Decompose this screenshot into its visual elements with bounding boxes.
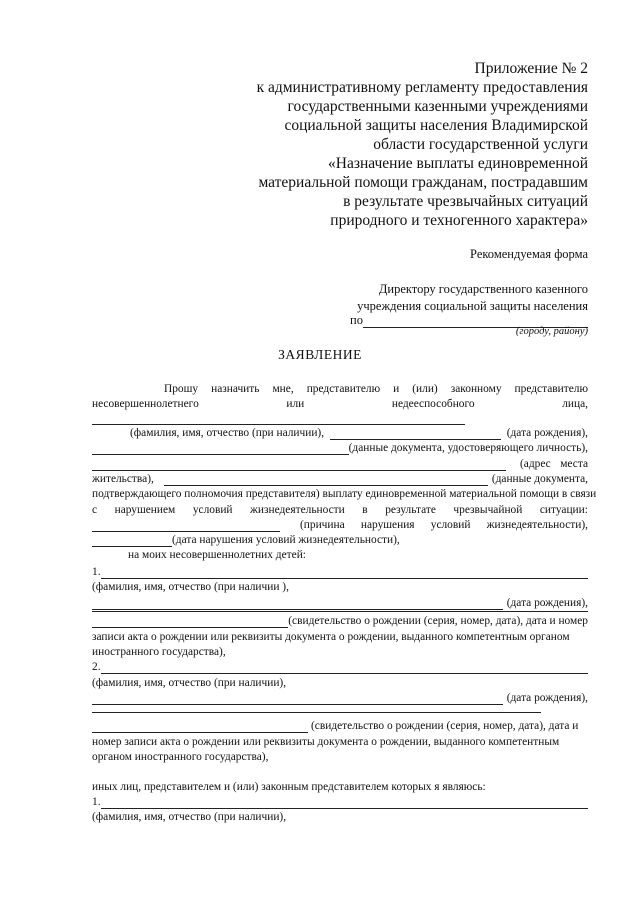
violation-line: с нарушением условий жизнедеятельности в результате чрезвычайной ситуации:: [92, 504, 588, 516]
child-2-record-line: номер записи акта о рождении или реквизиты документа о рождении, выданного компетентным: [92, 736, 560, 748]
violation-date-field[interactable]: [92, 535, 172, 547]
child-1-cert-field[interactable]: [92, 616, 288, 628]
header-line: государственными казенными учреждениями: [287, 98, 588, 115]
reason-row: (причина нарушения условий жизнедеятельности),: [92, 518, 588, 532]
dob-field[interactable]: [330, 428, 501, 440]
child-2-cert-field[interactable]: [92, 721, 308, 733]
fio-dob-row: (фамилия, имя, отчество (при наличии), (дата рождения),: [130, 427, 588, 439]
header-line: природного и техногенного характера»: [330, 212, 588, 229]
child-2-organ-line: органом иностранного государства),: [92, 751, 269, 763]
document-title: ЗАЯВЛЕНИЕ: [278, 347, 362, 362]
header-line: в результате чрезвычайных ситуаций: [343, 193, 588, 210]
child-2-row: 2.: [92, 660, 588, 674]
child-2-fio-label: (фамилия, имя, отчество (при наличии),: [92, 677, 287, 689]
header-line: «Назначение выплаты единовременной: [328, 155, 588, 172]
address-row: (адрес места: [92, 457, 588, 471]
addressee-line: Директору государственного казенного: [378, 282, 588, 296]
other-person-fio-label: (фамилия, имя, отчество (при наличии),: [92, 811, 287, 823]
request-line-1: Прошу назначить мне, представителю и (или) законному представителю: [164, 383, 588, 395]
request-line-2: несовершеннолетнего или недееспособного лица,: [92, 398, 588, 410]
payment-line: подтверждающего полномочия представителя) выплату единовременной материальной помощи в связи: [92, 488, 597, 500]
address-field[interactable]: [92, 459, 506, 471]
id-document-row: (данные документа, удостоверяющего личность),: [92, 441, 588, 455]
child-2-dob-row: (дата рождения),: [92, 691, 588, 705]
child-1-row: 1.: [92, 565, 588, 579]
child-1-dob-row: (дата рождения),: [92, 596, 588, 610]
children-intro: на моих несовершеннолетних детей:: [128, 549, 306, 561]
other-person-fio-field[interactable]: [101, 797, 588, 809]
other-person-row: 1.: [92, 795, 588, 809]
header-line: области государственной услуги: [373, 136, 588, 153]
header-line: социальной защиты населения Владимирской: [284, 117, 588, 134]
child-2-extra-line[interactable]: [92, 712, 541, 713]
appendix-title: Приложение № 2: [474, 60, 588, 77]
others-intro: иных лиц, представителем и (или) законным представителем которых я являюсь:: [92, 781, 486, 793]
child-1-extra-line[interactable]: [92, 611, 588, 612]
header-line: к административному регламенту предоставления: [256, 79, 588, 96]
child-1-dob-field[interactable]: [92, 598, 503, 610]
id-document-field[interactable]: [92, 443, 349, 455]
form-note: Рекомендуемая форма: [470, 247, 588, 261]
child-1-record-line: записи акта о рождении или реквизиты документа о рождении, выданного компетентным органом: [92, 631, 570, 643]
header-line: материальной помощи гражданам, пострадавшим: [258, 174, 588, 191]
addressee-line: учреждения социальной защиты населения: [357, 299, 588, 313]
child-1-foreign-line: иностранного государства),: [92, 646, 226, 658]
applicant-fio-field[interactable]: [92, 424, 465, 425]
child-2-fio-field[interactable]: [101, 662, 588, 674]
violation-date-row: (дата нарушения условий жизнедеятельности),: [92, 533, 588, 547]
child-1-fio-field[interactable]: [101, 567, 588, 579]
child-2-dob-field[interactable]: [92, 693, 503, 705]
residence-row: жительства), (данные документа,: [92, 473, 588, 485]
addressee-hint: (городу, району): [515, 326, 588, 337]
violation-reason-field[interactable]: [92, 520, 280, 532]
child-1-fio-label: (фамилия, имя, отчество (при наличии ),: [92, 581, 289, 593]
representative-document-field[interactable]: [164, 474, 488, 486]
child-1-cert-row: (свидетельство о рождении (серия, номер, дата), дата и номер: [92, 614, 588, 628]
addressee-po-row: по: [350, 313, 588, 328]
child-2-cert-row: (свидетельство о рождении (серия, номер, дата), дата и: [92, 719, 588, 733]
